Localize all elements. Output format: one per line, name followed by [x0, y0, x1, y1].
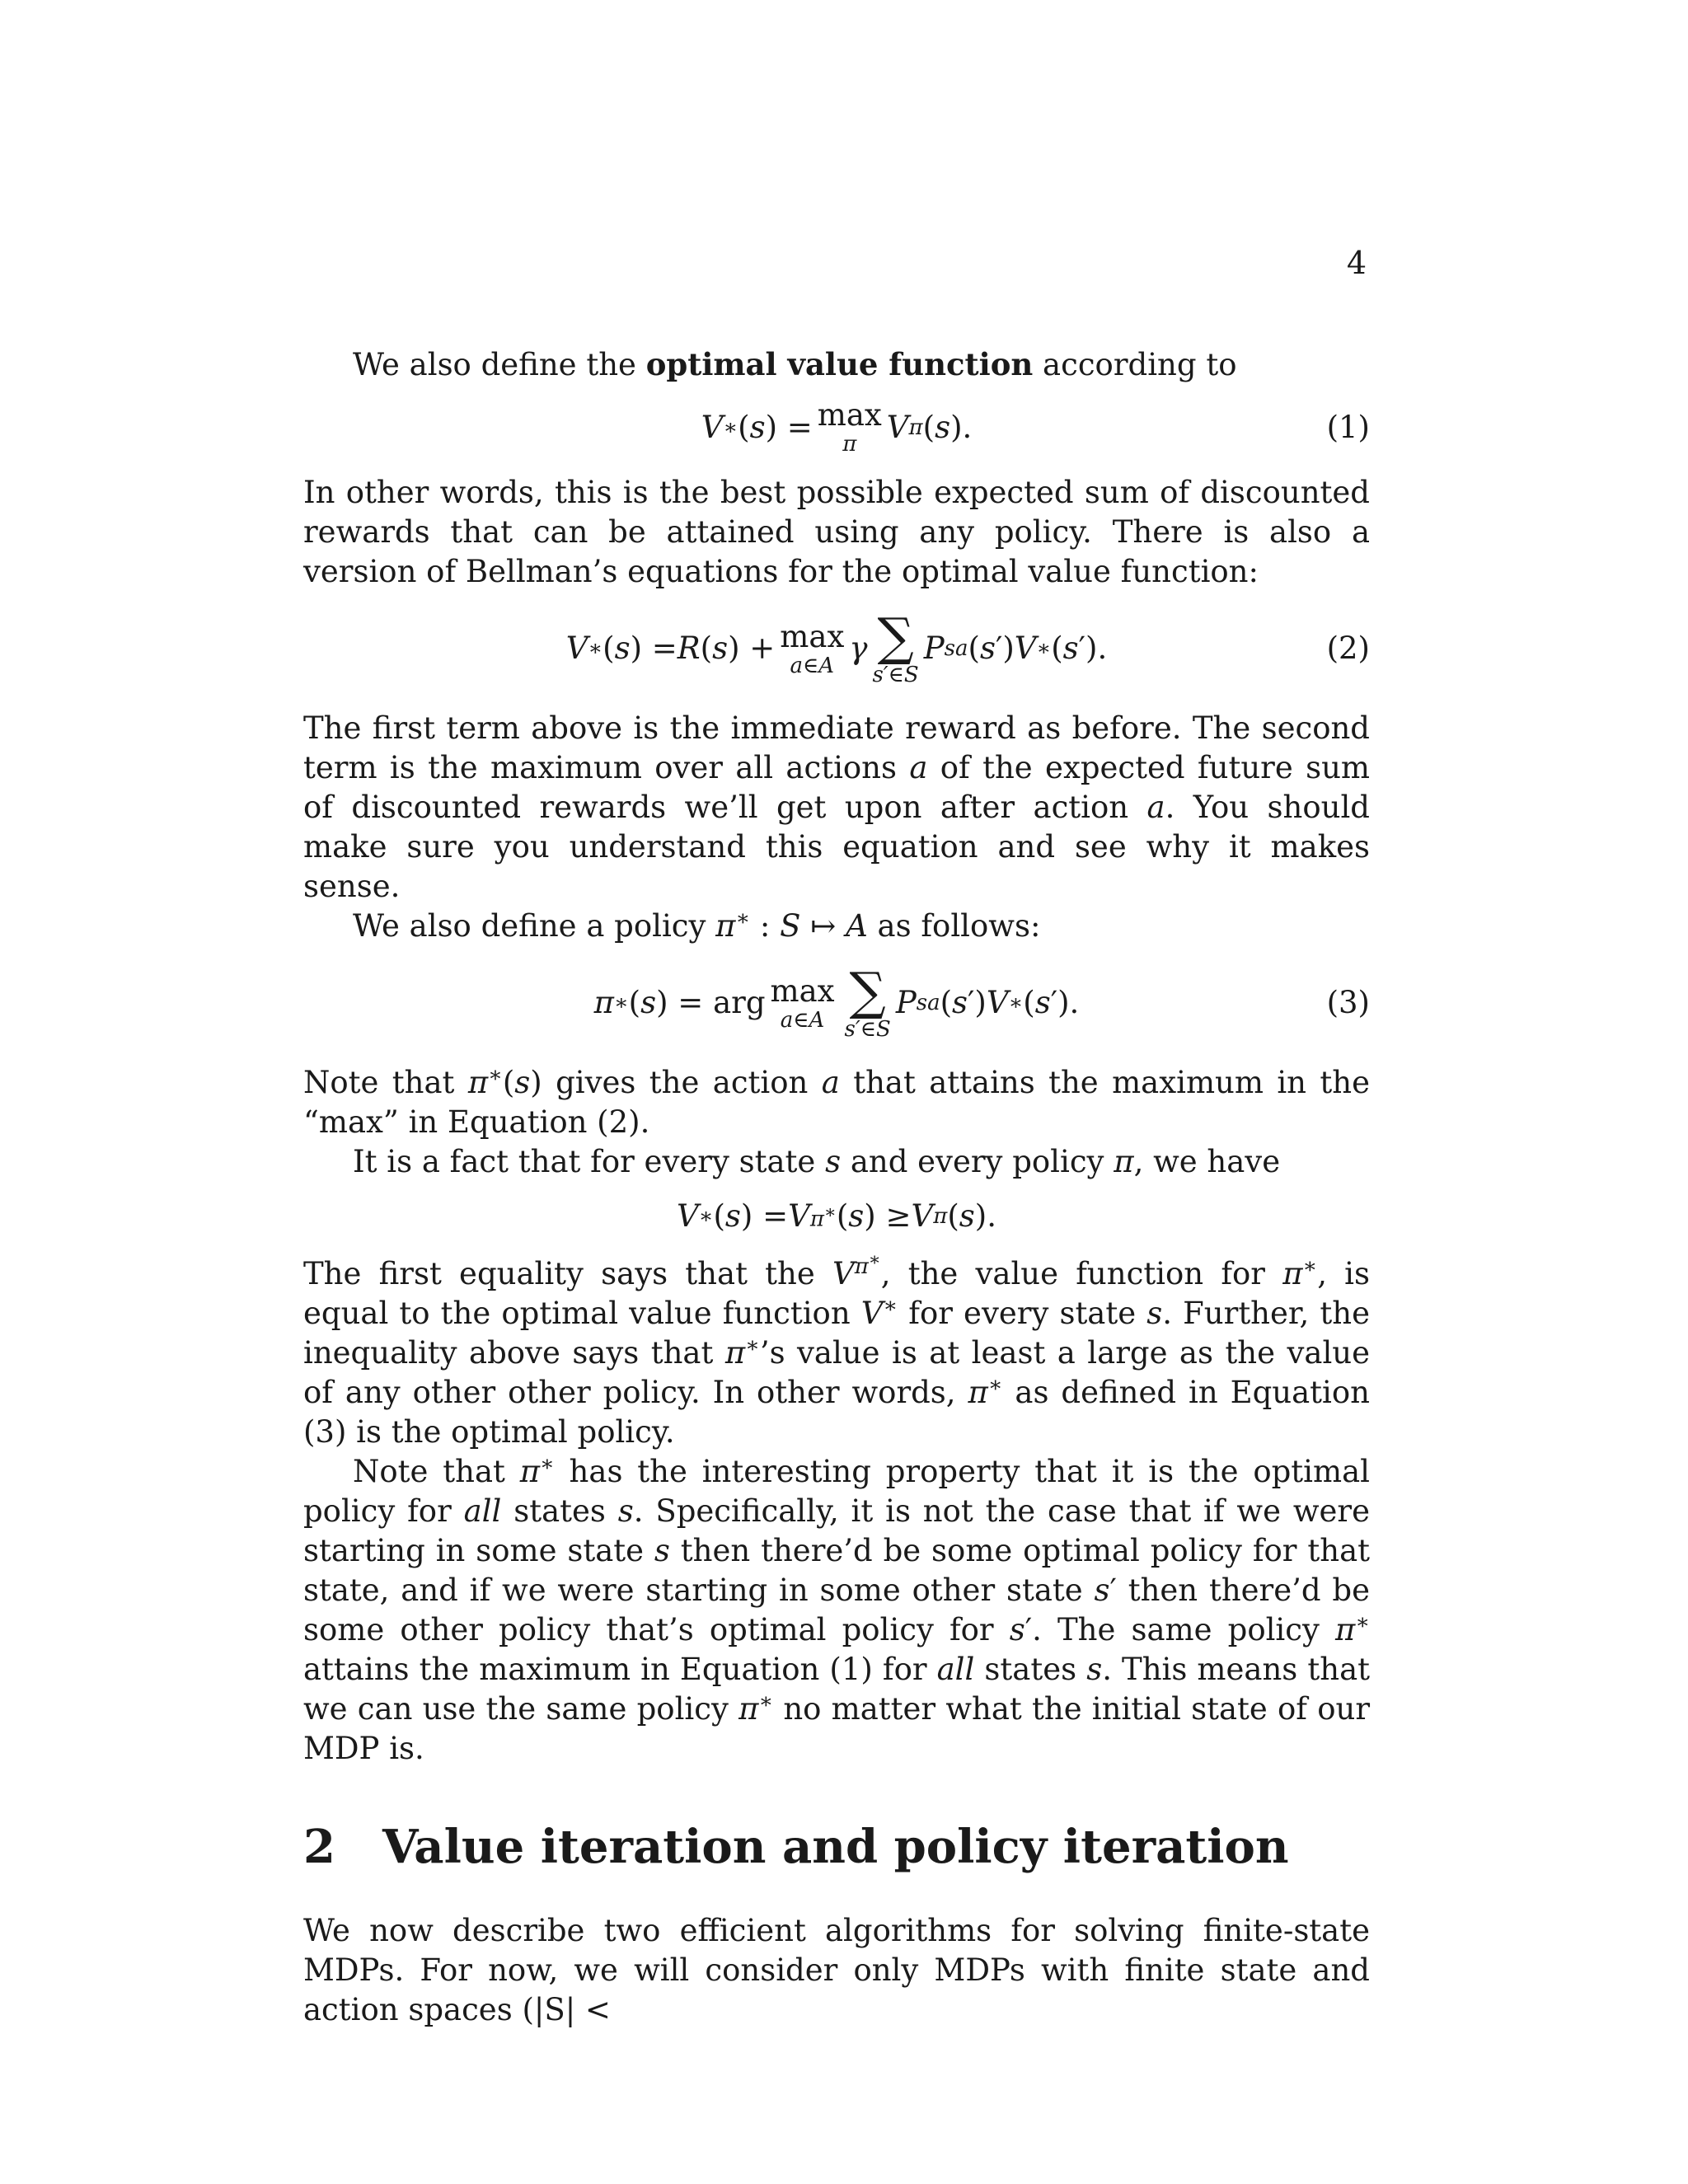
equation-3: π ∗ ( s ) = arg max a∈A ∑ s′∈S P sa ( s ′) V ∗ ( s ′). (3): [593, 961, 1370, 1042]
paragraph-equality-explanation: The first equality says that the $V^{\pi^∗}$, the value function for π∗, is equal to the optimal value function V∗ for every state s. Further, the inequality above says that π∗’s value is at least a large as the value of any other other policy. In other words, π∗ as defined in Equation (3) is the optimal policy.: [303, 1249, 1371, 1450]
equation-inequality: V ∗ ( s ) = V π∗ ( s ) ≥ V π ( s ).: [677, 1198, 996, 1234]
paragraph-optimal-value-intro: We also define the optimal value function according to: [353, 346, 1237, 382]
paragraph-algorithms-intro: We now describe two efficient algorithms for solving finite-state MDPs. For now, we will consider only MDPs with finite state and action spaces (|S| <: [303, 1913, 1370, 2028]
term-optimal-value-function: optimal value function: [645, 346, 1034, 382]
paragraph-bellman-intro: In other words, this is the best possible expected sum of discounted rewards that can be attained using any policy. There is also a version of Bellman’s equations for the optimal value function:: [303, 475, 1370, 589]
section-number: 2: [303, 1820, 335, 1874]
equation-1: V ∗ ( s ) = max π V π ( s ). (1): [701, 397, 1370, 457]
paragraph-fact: It is a fact that for every state s and every policy π, we have: [353, 1144, 1281, 1179]
section-heading: [303, 1820, 1370, 1875]
equation-2: V ∗ ( s ) = R ( s ) + max a∈A γ ∑ s′∈S P sa ( s ′) V ∗ ( s ′). (2): [565, 607, 1370, 687]
equation-number: (2): [1326, 630, 1370, 666]
paragraph-policy-definition: We also define a policy π∗ : S ↦ A as follows:: [353, 906, 1041, 944]
page-content: [303, 344, 1370, 2030]
equation-number: (3): [1326, 985, 1370, 1020]
page-number: 4: [1346, 245, 1367, 281]
paragraph-property: Note that π∗ has the interesting property that it is the optimal policy for all states s. Specifically, it is not the case that if we were starting in some state s then there’d be some optimal policy for that state, and if we were starting in some other state s′ then there’d be some other policy that’s optimal policy for s′. The same policy π∗ attains the maximum in Equation (1) for all states s. This means that we can use the same policy π∗ no matter what the initial state of our MDP is.: [303, 1451, 1371, 1766]
paragraph-note-policy: Note that π∗(s) gives the action a that attains the maximum in the “max” in Equation (2).: [303, 1062, 1370, 1140]
section-title: Value iteration and policy iteration: [382, 1820, 1289, 1874]
paragraph-first-term: The first term above is the immediate reward as before. The second term is the maximum over all actions a of the expected future sum of discounted rewards we’ll get upon after action a. You should make sure you understand this equation and see why it makes sense.: [303, 710, 1370, 904]
equation-number: (1): [1326, 409, 1370, 445]
